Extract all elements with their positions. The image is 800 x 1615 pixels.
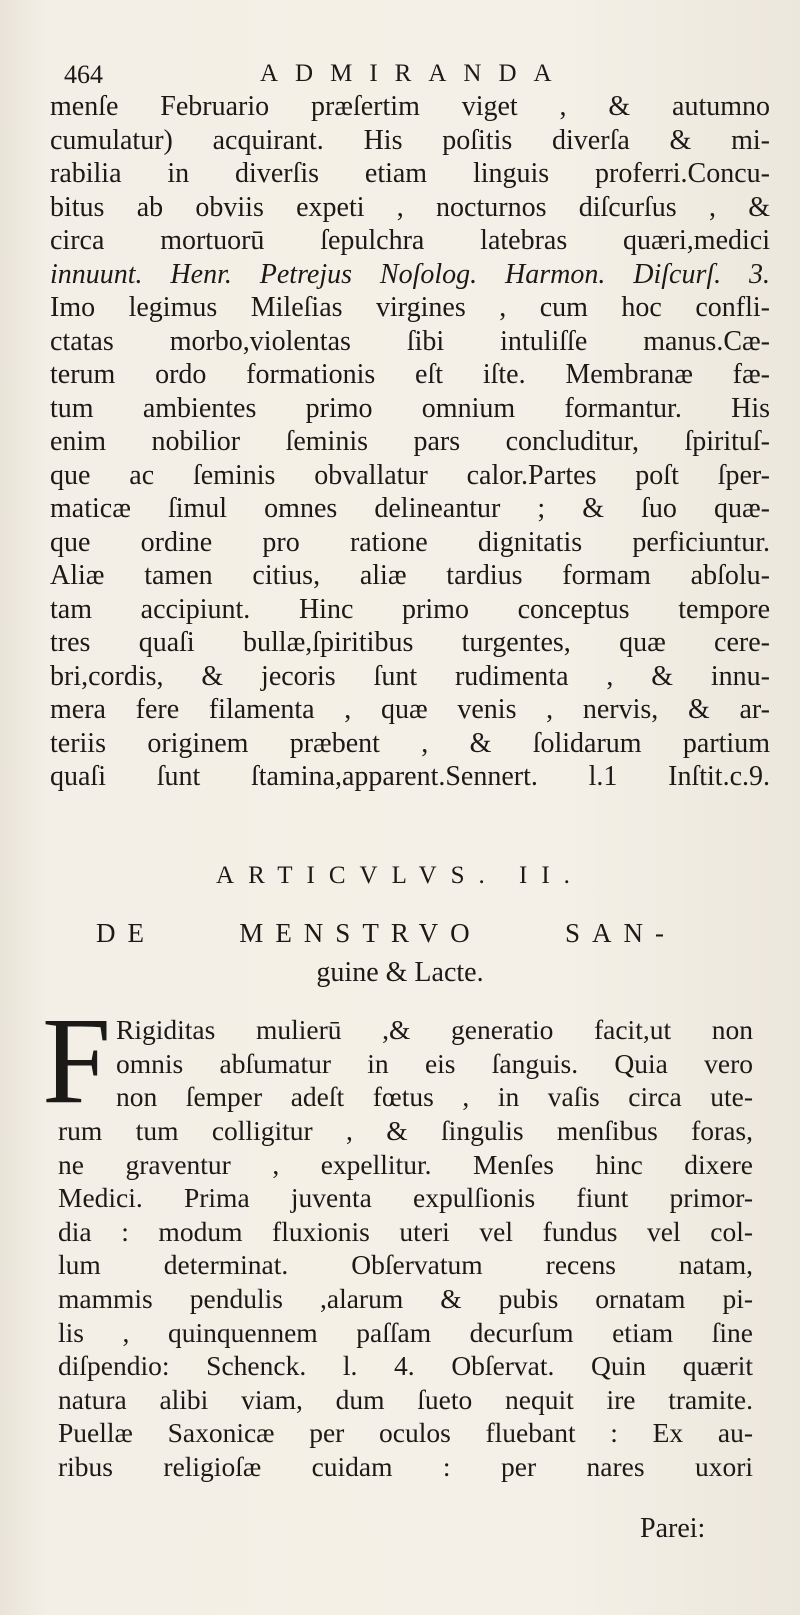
paragraph-indented [116, 1013, 753, 1114]
text-line: Imo legimus Mileſias virgines , cum hoc confli- [50, 292, 770, 323]
page-number: 464 [64, 60, 103, 89]
text-line: non ſemper adeſt fœtus , in vaſis circa ute- [116, 1081, 753, 1113]
paragraph-body [58, 1114, 753, 1484]
page-header [64, 58, 764, 92]
text-line: diſpendio: Schenck. l. 4. Obſervat. Quin quærit [58, 1350, 753, 1382]
text-line: teriis originem præbent , & ſolidarum partium [50, 727, 770, 759]
running-head: ADMIRANDA [260, 60, 569, 87]
text-line: Aliæ tamen citius, aliæ tardius formam abſolu- [50, 560, 770, 591]
section-title: DE MENSTRVO SAN- [96, 918, 676, 948]
text-line: Medici. Prima juventa expulſionis fiunt primor- [58, 1182, 753, 1214]
text-line: tres quaſi bullæ,ſpiritibus turgentes, quæ cere- [50, 627, 770, 658]
text-line: rum tum colligitur , & ſingulis menſibus foras, [58, 1115, 753, 1146]
text-line: natura alibi viam, dum ſueto nequit ire tramite. [58, 1383, 753, 1415]
text-line: maticæ ſimul omnes delineantur ; & ſuo quæ- [50, 493, 770, 524]
body-text [50, 90, 770, 794]
article-heading: ARTICVLVS. II. [216, 862, 584, 889]
text-line: terum ordo formationis eſt iſte. Membranæ fæ- [50, 359, 770, 390]
text-line: menſe Februario præſertim viget , & autumno [50, 91, 770, 122]
text-line: lum determinat. Obſervatum recens natam, [58, 1249, 753, 1281]
text-line: omnis abſumatur in eis ſanguis. Quia vero [116, 1047, 753, 1079]
text-line: quaſi ſunt ſtamina,apparent.Sennert. l.1 Inſtit.c.9. [50, 761, 770, 792]
text-line: mammis pendulis ,alarum & pubis ornatam pi- [58, 1282, 753, 1314]
text-line: bitus ab obviis expeti , nocturnos diſcurſus , & [50, 191, 770, 223]
text-line: lis , quinquennem paſſam decurſum etiam ſine [58, 1316, 753, 1348]
text-line: ribus religioſæ cuidam : per nares uxori [58, 1450, 753, 1482]
text-line: que ac ſeminis obvallatur calor.Partes poſt ſper- [50, 459, 770, 491]
text-line: que ordine pro ratione dignitatis perficiuntur. [50, 526, 770, 558]
text-line: ne graventur , expellitur. Menſes hinc dixere [58, 1148, 753, 1180]
text-line: ctatas morbo,violentas ſibi intuliſſe manus.Cæ- [50, 325, 770, 357]
drop-cap-initial: F [42, 992, 111, 1129]
text-line: enim nobilior ſeminis pars concluditur, ſpirituſ- [50, 426, 770, 457]
text-line: Rigiditas mulierū ,& generatio facit,ut non [116, 1014, 753, 1045]
text-line: circa mortuorū ſepulchra latebras quæri,medici [50, 225, 770, 256]
text-line: cumulatur) acquirant. His poſitis diverſa & mi- [50, 124, 770, 156]
text-line: mera fere filamenta , quæ venis , nervis, & ar- [50, 694, 770, 725]
catchword: Parei: [640, 1513, 706, 1544]
text-line: Puellæ Saxonicæ per oculos fluebant : Ex au- [58, 1417, 753, 1449]
text-line: tum ambientes primo omnium formantur. His [50, 392, 770, 424]
text-line: rabilia in diverſis etiam linguis proferri.Concu- [50, 158, 770, 189]
text-line: tam accipiunt. Hinc primo conceptus tempore [50, 593, 770, 625]
text-line: dia : modum fluxionis uteri vel fundus vel col- [58, 1215, 753, 1247]
section-subtitle: guine & Lacte. [316, 957, 484, 988]
text-line: innuunt. Henr. Petrejus Noſolog. Harmon. Diſcurſ. 3. [50, 258, 770, 290]
text-line: bri,cordis, & jecoris ſunt rudimenta , & innu- [50, 660, 770, 692]
